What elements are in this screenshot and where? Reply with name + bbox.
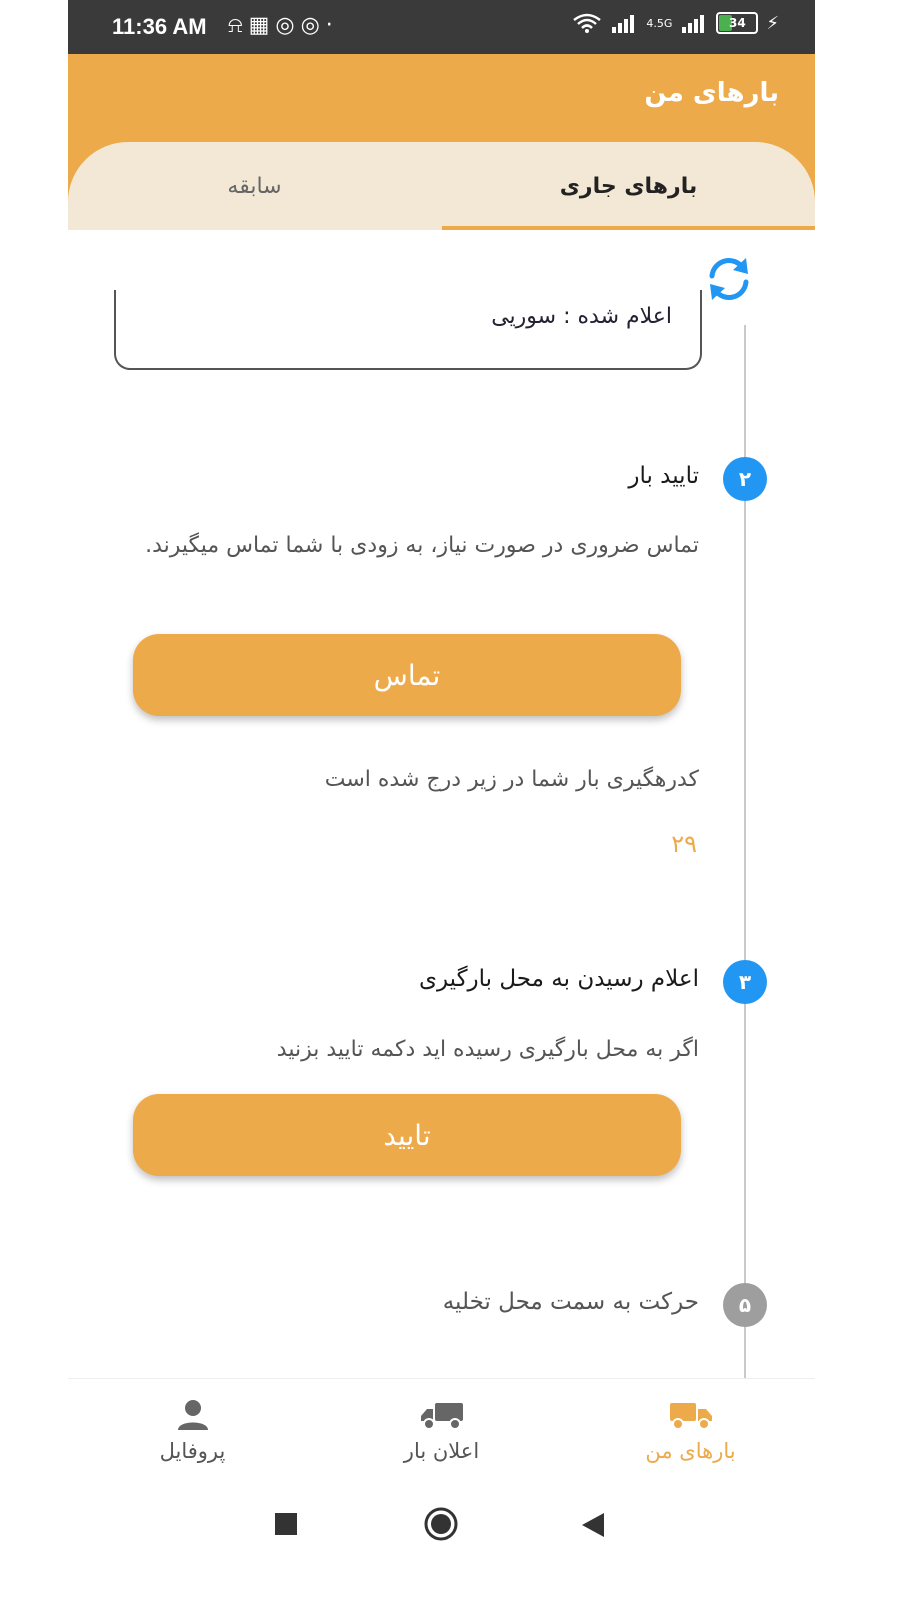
signal-icon	[680, 12, 708, 34]
app-notification-icon: ◎	[275, 13, 301, 38]
step-title: اعلام رسیدن به محل بارگیری	[418, 966, 699, 992]
step-number-badge: ۵	[723, 1283, 767, 1327]
notification-icons	[228, 13, 339, 38]
tracking-code: ۲۹	[671, 830, 697, 858]
app-screen	[68, 0, 815, 1600]
confirm-button[interactable]: تایید	[133, 1094, 681, 1176]
wifi-icon	[572, 12, 602, 34]
step-title: تایید بار	[628, 463, 699, 489]
app-header	[68, 54, 815, 230]
announcement-card	[114, 290, 702, 370]
status-bar	[68, 0, 815, 54]
bottom-navigation	[68, 1378, 815, 1483]
battery-percent: 34	[729, 16, 746, 30]
battery-icon	[716, 12, 758, 34]
nav-item-post-load[interactable]	[317, 1379, 566, 1483]
nav-label: اعلان بار	[403, 1439, 480, 1463]
step-description: اگر به محل بارگیری رسیده اید دکمه تایید بزنید	[276, 1037, 699, 1062]
tab-history[interactable]: سابقه	[227, 173, 282, 199]
step-title: حرکت به سمت محل تخلیه	[442, 1289, 699, 1315]
nav-item-my-loads[interactable]	[566, 1379, 815, 1483]
back-icon[interactable]	[580, 1511, 606, 1539]
nav-label: بارهای من	[645, 1439, 736, 1463]
step-number-badge: ۲	[723, 457, 767, 501]
apps-icon: ▦	[248, 13, 276, 38]
status-right	[572, 12, 779, 34]
tab-current-loads[interactable]: بارهای جاری	[442, 142, 815, 230]
recent-apps-icon[interactable]	[275, 1513, 297, 1535]
person-icon	[175, 1399, 211, 1431]
truck-icon	[419, 1399, 465, 1431]
signal-icon	[610, 12, 638, 34]
step-number-badge: ۳	[723, 960, 767, 1004]
call-button[interactable]: تماس	[133, 634, 681, 716]
nav-item-profile[interactable]	[68, 1379, 317, 1483]
bell-off-icon: ⍾	[228, 13, 249, 38]
tracking-code-label: کدرهگیری بار شما در زیر درج شده است	[324, 767, 699, 792]
page-title: بارهای من	[644, 78, 779, 108]
truck-icon	[668, 1399, 714, 1431]
step-description: تماس ضروری در صورت نیاز، به زودی با شما تماس میگیرند.	[145, 533, 699, 558]
refresh-icon[interactable]	[702, 252, 756, 306]
home-icon[interactable]	[423, 1506, 459, 1542]
app-notification-icon: ◎	[300, 13, 326, 38]
tab-bar	[68, 142, 815, 230]
network-type: 4.5G	[646, 16, 673, 30]
dot-icon: ·	[325, 13, 339, 38]
status-time: 11:36 AM	[112, 14, 207, 39]
card-text: اعلام شده : سوریی	[491, 304, 672, 329]
system-nav-bar	[68, 1482, 815, 1600]
nav-label: پروفایل	[159, 1439, 226, 1463]
charging-icon: ⚡	[766, 12, 779, 34]
